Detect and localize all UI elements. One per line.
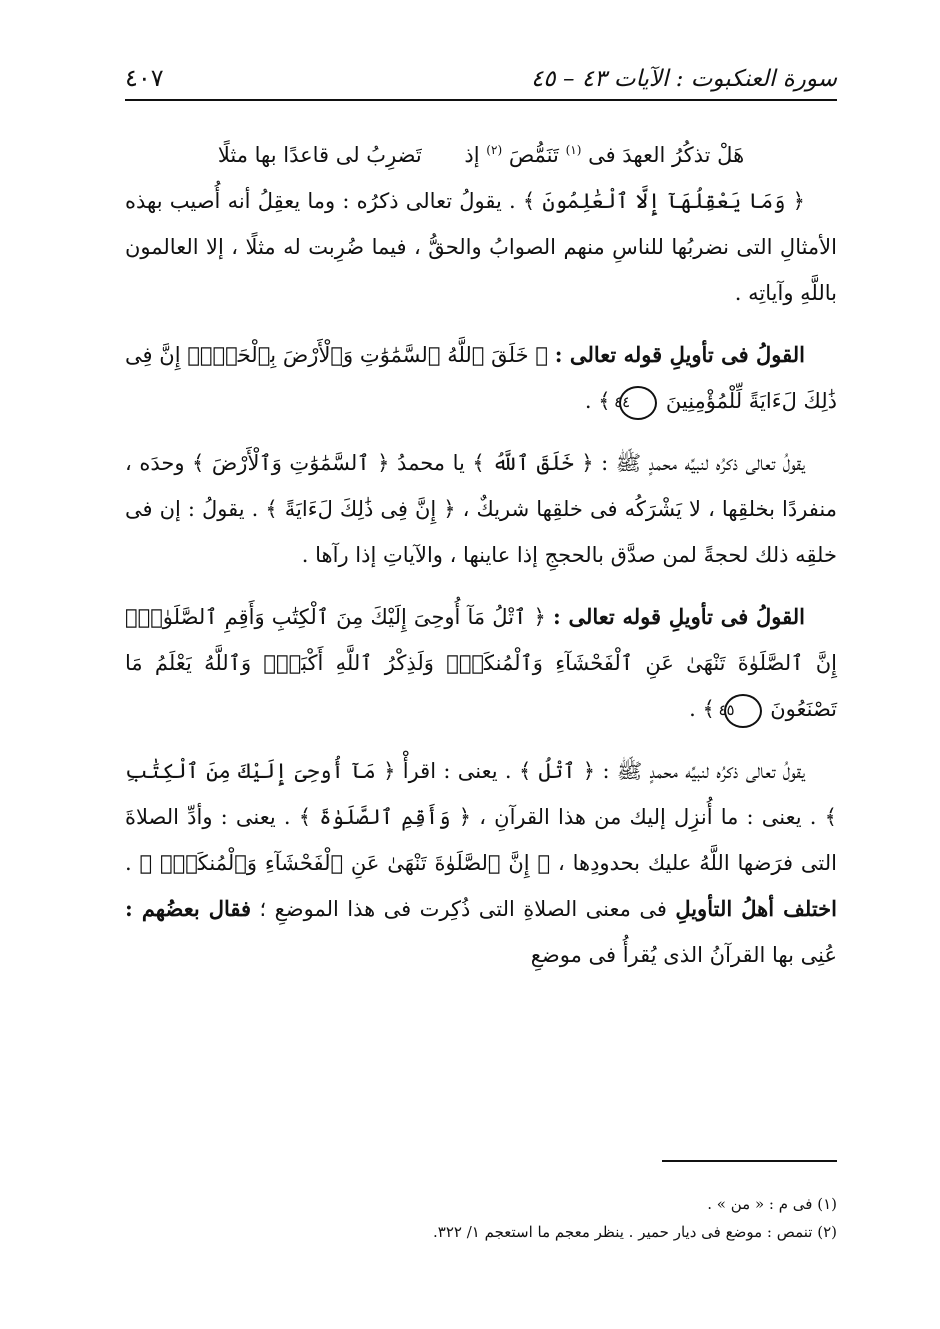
paragraph-1 [125,178,837,316]
paragraph-2 [125,332,837,424]
quran-quote: ﴿ ٱتْلُ مَآ أُوحِىَ إِلَيْكَ مِنَ ٱلْكِتَٰبِ وَأَقِمِ ٱلصَّلَوٰةَۖ إِنَّ ٱلصَّلَوٰةَ تَنْهَىٰ عَنِ ٱلْفَحْشَآءِ وَٱلْمُنكَرِۗ وَلَذِكْرُ ٱللَّهِ أَكْبَرُۗ وَٱللَّهُ يَعْلَمُ مَا تَصْنَعُونَ [125,605,837,721]
quran-quote-end: ﴾ . [584,389,611,413]
commentary-text: يقولُ تعالى ذكرُه لنبيِّه محمدٍ ﷺ : [602,759,805,783]
poem-middle: إذ [464,143,480,167]
poem-place: تَنَمُّصَ [508,143,559,167]
commentary-text: . يقولُ : إن فى خلقِه ذلك لحجةً لمن صدَّق بالحججِ إذا عاينها ، والآياتِ إذا رآها . [125,497,837,567]
footnote-rule [662,1160,837,1162]
page-number: ٤٠٧ [125,64,164,92]
section-heading: القولُ فى تأويلِ قوله تعالى : [552,604,806,629]
quran-quote: ﴿ وَمَا يَعْقِلُهَآ إِلَّا ٱلْعَٰلِمُونَ ﴾ [522,189,805,213]
footnote-ref-2: (٢) [486,143,503,157]
commentary-text: . يعنى : ما أُنزِل إليك من هذا القرآنِ ، [479,805,817,829]
paragraph-3 [125,440,837,578]
commentary-text: وحدَه ، منفردًا بخلقِها ، لا يَشْرَكُه فى خلقِها شريكٌ ، [125,451,837,521]
commentary-text: . يقولُ تعالى ذكرُه : وما يعقِلُ أنه أُصيب بهذه الأمثالِ التى نضربُها للناسِ منهم الصوابُ والحقُّ ، فيما ضُرِبت له مثلًا ، إلا العالمون باللَّهِ وآياتِه . [125,189,837,305]
page-header [125,52,837,92]
footnote-2: (٢) تنمص : موضع فى ديار حمير . ينظر معجم ما استعجم ١/ ٣٢٢. [433,1223,837,1241]
paragraph-5 [125,748,837,978]
running-title: سورة العنكبوت : الآيات ٤٣ – ٤٥ [530,66,837,92]
quran-quote: ﴿ إِنَّ فِى ذَٰلِكَ لَءَايَةً ﴾ [265,497,456,521]
commentary-text: فى معنى الصلاةِ التى ذُكِرت فى هذا الموضعِ ؛ [259,897,667,921]
commentary-text: . يعنى : اقرأْ [402,759,512,783]
poem-second-hemistich: تَضرِبُ لى قاعدًا بها مثلًا [217,143,422,167]
ayah-number-mark: ٤٥ [724,694,762,728]
quran-quote: ﴿ مَآ أُوحِىَ إِلَيْكَ مِنَ ٱلْكِتَٰبِ ﴾ [125,759,837,829]
poem-first-text: هَلْ تذكُرُ العهدَ فى [588,143,745,167]
commentary-text: عُنِى بها القرآنُ الذى يُقرأُ فى موضعِ [530,943,837,967]
commentary-text: يا محمدُ [397,451,465,475]
paragraph-4 [125,594,837,732]
footnote-1: (١) فى م : « من » . [707,1195,837,1213]
bold-phrase: فقال بعضُهم : [125,896,252,921]
ayah-number-mark: ٤٤ [619,386,657,420]
header-rule [125,99,837,101]
section-heading: القولُ فى تأويلِ قوله تعالى : [554,342,806,367]
quran-quote: ﴿ ٱتْلُ ﴾ [518,759,596,783]
quran-quote: ﴿ ٱلسَّمَٰوَٰتِ وَٱلْأَرْضَ ﴾ [192,451,390,475]
footnotes [125,1190,837,1246]
poem-verse [125,132,837,178]
commentary-text: . [125,851,132,875]
commentary-text: يقولُ تعالى ذكرُه لنبيِّه محمدٍ ﷺ : [601,451,805,475]
quran-quote-end: ﴾ . [689,697,715,721]
main-text [125,132,837,994]
quran-quote: ﴿ وَأَقِمِ ٱلصَّلَوٰةَ ﴾ [298,805,471,829]
quran-quote: ﴿ خَلَقَ ٱللَّهُ ﴾ [472,451,594,475]
quran-quote: ﴿ إِنَّ ٱلصَّلَوٰةَ تَنْهَىٰ عَنِ ٱلْفَحْشَآءِ وَٱلْمُنكَرِۗ ﴾ [139,851,551,875]
quran-quote: ﴿ خَلَقَ ٱللَّهُ ٱلسَّمَٰوَٰتِ وَٱلْأَرْضَ بِٱلْحَقِّۚ إِنَّ فِى ذَٰلِكَ لَءَايَةً لِّلْمُؤْمِنِينَ [125,343,837,413]
commentary-text: . يعنى : وأدِّ الصلاةَ التى فرَضها اللَّهُ عليك بحدودِها ، [125,805,837,875]
bold-phrase: اختلف أهلُ التأويلِ [675,896,837,921]
poem-first-hemistich [464,132,744,178]
footnote-ref-1: (١) [565,143,582,157]
